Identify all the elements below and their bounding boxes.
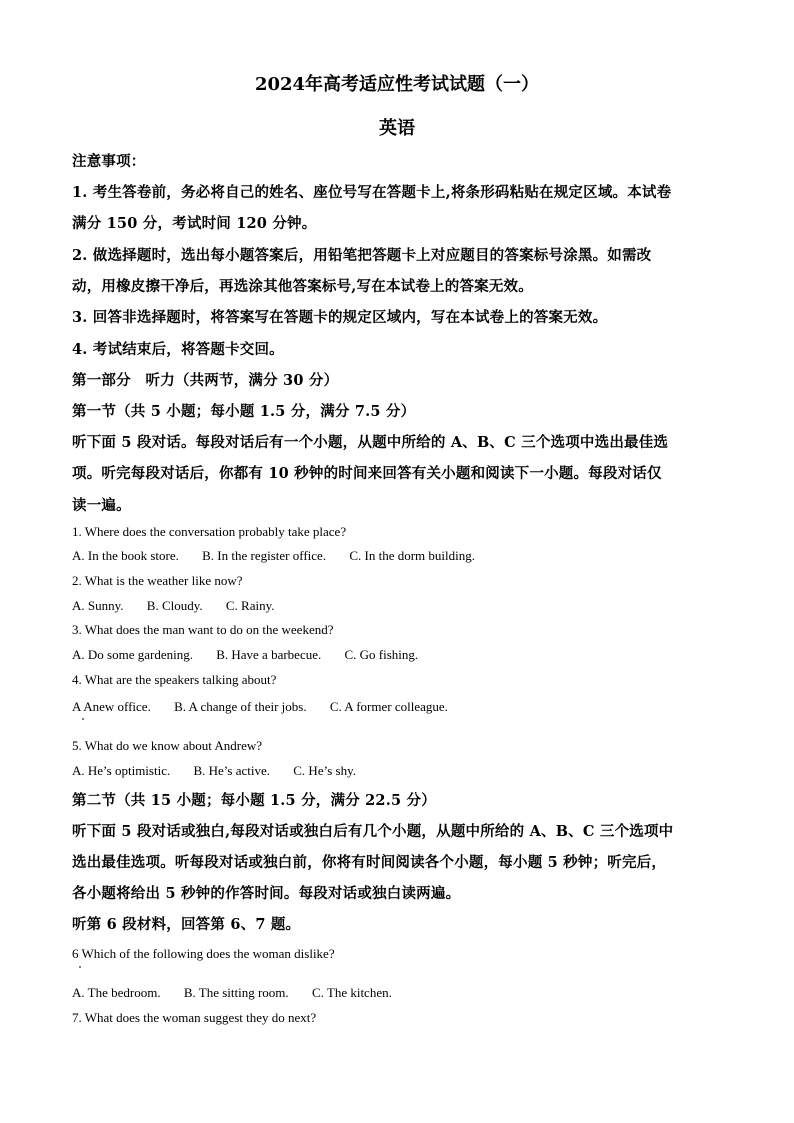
question-6-option-c: C. The kitchen. xyxy=(311,985,392,1000)
question-6-option-a: A. The bedroom. xyxy=(72,985,161,1000)
material-6-heading: 听第 6 段材料，回答第 6、7 题。 xyxy=(72,916,301,933)
question-3-options xyxy=(72,647,418,663)
question-5-option-c: C. He’s shy. xyxy=(293,763,356,778)
question-2-option-c: C. Rainy. xyxy=(225,598,275,613)
question-1: 1. Where does the conversation probably take place? xyxy=(72,524,347,539)
notice-item-2-line-1: 2. 做选择题时，选出每小题答案后，用铅笔把答题卡上对应题目的答案标号涂黑。如需改 xyxy=(72,247,652,264)
question-4-option-c: C. A former colleague. xyxy=(329,699,448,714)
section-1-instruction-line-3: 读一遍。 xyxy=(72,497,131,514)
question-7: 7. What does the woman suggest they do next? xyxy=(72,1010,317,1025)
section-2-heading: 第二节（共 15 小题；每小题 1.5 分，满分 22.5 分） xyxy=(72,792,436,809)
question-3-option-b: B. Have a barbecue. xyxy=(216,647,322,662)
part-1-heading: 第一部分 听力（共两节，满分 30 分） xyxy=(72,372,339,389)
section-1-heading: 第一节（共 5 小题；每小题 1.5 分，满分 7.5 分） xyxy=(72,403,416,420)
question-6: 6 Which of the following does the woman dislike? xyxy=(72,946,335,961)
notice-item-3: 3. 回答非选择题时，将答案写在答题卡的规定区域内，写在本试卷上的答案无效。 xyxy=(72,309,608,326)
section-1-instruction-line-1: 听下面 5 段对话。每段对话后有一个小题，从题中所给的 A、B、C 三个选项中选出最佳选 xyxy=(72,434,669,451)
question-2: 2. What is the weather like now? xyxy=(72,573,243,588)
question-1-option-c: C. In the dorm building. xyxy=(349,548,475,563)
question-5-option-b: B. He’s active. xyxy=(193,763,271,778)
exam-title: 2024年高考适应性考试试题（一） xyxy=(254,74,540,95)
question-1-options xyxy=(72,548,475,564)
scan-speck xyxy=(82,718,84,720)
scan-speck xyxy=(79,966,81,968)
section-2-instruction-line-3: 各小题将给出 5 秒钟的作答时间。每段对话或独白读两遍。 xyxy=(72,885,461,902)
notice-heading: 注意事项： xyxy=(72,153,146,170)
question-3-option-c: C. Go fishing. xyxy=(344,647,419,662)
question-3: 3. What does the man want to do on the weekend? xyxy=(72,622,334,637)
notice-item-2-line-2: 动，用橡皮擦干净后，再选涂其他答案标号,写在本试卷上的答案无效。 xyxy=(72,278,533,295)
question-6-option-b: B. The sitting room. xyxy=(183,985,289,1000)
question-1-option-a: A. In the book store. xyxy=(72,548,179,563)
question-1-option-b: B. In the register office. xyxy=(202,548,327,563)
question-2-options xyxy=(72,598,275,614)
question-4: 4. What are the speakers talking about? xyxy=(72,672,277,687)
question-2-option-a: A. Sunny. xyxy=(72,598,124,613)
section-1-instruction-line-2: 项。听完每段对话后，你都有 10 秒钟的时间来回答有关小题和阅读下一小题。每段对话仅 xyxy=(72,465,662,482)
question-5-options xyxy=(72,763,356,779)
question-4-option-a: A Anew office. xyxy=(72,699,151,714)
section-2-instruction-line-1: 听下面 5 段对话或独白,每段对话或独白后有几个小题，从题中所给的 A、B、C 三个选项中 xyxy=(72,823,674,840)
question-6-options xyxy=(72,985,392,1001)
question-3-option-a: A. Do some gardening. xyxy=(72,647,193,662)
question-4-option-b: B. A change of their jobs. xyxy=(174,699,307,714)
notice-item-1-line-2: 满分 150 分，考试时间 120 分钟。 xyxy=(72,215,317,232)
question-4-options xyxy=(72,699,448,715)
question-5-option-a: A. He’s optimistic. xyxy=(72,763,171,778)
notice-item-1-line-1: 1. 考生答卷前，务必将自己的姓名、座位号写在答题卡上,将条形码粘贴在规定区域。本试卷 xyxy=(72,184,672,201)
question-2-option-b: B. Cloudy. xyxy=(146,598,203,613)
subject-title: 英语 xyxy=(379,118,415,139)
section-2-instruction-line-2: 选出最佳选项。听每段对话或独白前，你将有时间阅读各个小题，每小题 5 秒钟；听完后， xyxy=(72,854,667,871)
notice-item-4: 4. 考试结束后，将答题卡交回。 xyxy=(72,341,284,358)
question-5: 5. What do we know about Andrew? xyxy=(72,738,263,753)
